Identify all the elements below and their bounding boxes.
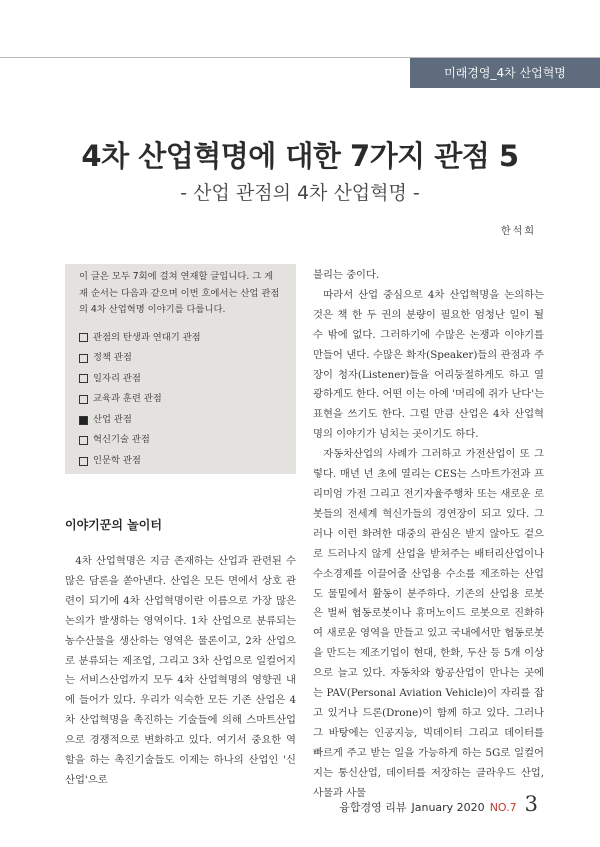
series-list-item [79, 328, 282, 349]
article-subtitle: - 산업 관점의 4차 산업혁명 - [180, 182, 420, 204]
unchecked-box-icon [79, 457, 88, 466]
series-list-item [79, 410, 282, 431]
series-list-label: 교육과 훈련 관점 [93, 393, 162, 405]
page-number: 3 [524, 792, 538, 816]
series-list-label: 일자리 관점 [93, 372, 141, 384]
unchecked-box-icon [79, 374, 88, 383]
body-left-column: 4차 산업혁명은 지금 존재하는 산업과 관련된 수많은 담론을 쏟아낸다. 산업은 모든 면에서 상호 관련이 되기에 4차 산업혁명이란 이름으로 가장 많은 논의가 발생하는 영역이다. 1차 산업으로 분류되는 농수산물을 생산하는 영역은 물론이고, 2차 산업으로 분류되는 제조업, 그리고 3차 산업으로 일컬어지는 서비스산업까지 모두 4차 산업혁명의 영향권 내에 들어가 있다. 우리가 익숙한 모든 기존 산업은 4차 산업혁명을 촉진하는 기술들에 의해 스마트산업으로 경쟁적으로 변화하고 있다. 여기서 중요한 역할을 하는 촉진기술들도 이제는 하나의 산업인 '신산업'으로 [65, 555, 296, 786]
issue-number: NO.7 [489, 801, 517, 814]
body-paragraph: 따라서 산업 중심으로 4차 산업혁명을 논의하는 것은 책 한 두 권의 분량이 필요한 엄청난 일이 될 수 밖에 없다. 그러하기에 수많은 논쟁과 이야기를 만들어 낸다. 수많은 화자(Speaker)들의 관점과 주장이 청자(Listener)들을 어리둥절하게도 하고 열광하게도 한다. 어떤 이는 아예 '머리에 쥐가 난다'는 표현을 쓰기도 한다. 그럴 만큼 산업은 4차 산업혁명의 이야기가 넘치는 곳이기도 하다. [313, 288, 544, 441]
unchecked-box-icon [79, 436, 88, 445]
series-list-item [79, 451, 282, 472]
article-title: 4차 산업혁명에 대한 7가지 관점 5 [81, 139, 519, 173]
series-intro: 이 글은 모두 7회에 걸쳐 연재할 글입니다. 그 게재 순서는 다음과 같으며 이번 호에서는 산업 관점의 4차 산업혁명 이야기를 다룹니다. [79, 271, 280, 315]
magazine-name: 융합경영 리뷰 [339, 801, 407, 814]
unchecked-box-icon [79, 395, 88, 404]
unchecked-box-icon [79, 354, 88, 363]
series-list-item [79, 430, 282, 451]
series-list-label: 관점의 탄생과 연대기 관점 [93, 331, 201, 343]
series-info-box [65, 264, 296, 474]
series-list-label: 혁신기술 관점 [93, 434, 150, 446]
body-paragraph: 불리는 중이다. [313, 269, 380, 281]
series-list-label: 인문학 관점 [93, 455, 141, 467]
section-tab: 미래경영_4차 산업혁명 [410, 58, 600, 88]
section-heading: 이야기꾼의 놀이터 [65, 518, 162, 532]
body-right-column [313, 266, 544, 803]
series-list-label: 정책 관점 [93, 352, 132, 364]
checked-box-icon [79, 416, 88, 425]
series-list-item [79, 389, 282, 410]
unchecked-box-icon [79, 333, 88, 342]
series-list-item [79, 369, 282, 390]
body-paragraph: 자동차산업의 사례가 그러하고 가전산업이 또 그렇다. 매년 년 초에 열리는 CES는 스마트가전과 프리미엄 가전 그리고 전기자율주행차 또는 새로운 로봇들의 전세계 혁신가들의 경연장이 되고 있다. 그러나 이런 화려한 대중의 관심은 받지 않아도 겉으로 드러나지 않게 산업을 받쳐주는 배터리산업이나 수소경제를 이끌어줄 산업용 수소를 제조하는 산업도 물밑에서 활동이 분주하다. 기존의 산업용 로봇은 벌써 협동로봇이나 휴머노이드 로봇으로 진화하여 새로운 영역을 만들고 있고 국내에서만 협동로봇을 만드는 제조기업이 현대, 한화, 두산 등 5개 이상으로 늘고 있다. 자동차와 항공산업이 만나는 곳에는 PAV(Personal Aviation Vehicle)이 자리를 잡고 있거나 드론(Drone)이 함께 하고 있다. 그러나 그 바탕에는 인공지능, 빅데이터 그리고 데이터를 빠르게 주고 받는 일을 가능하게 하는 5G로 일컬어지는 통신산업, 데이터를 저장하는 클라우드 산업, 사물과 사물 [313, 448, 544, 799]
series-list-item [79, 348, 282, 369]
series-list-label: 산업 관점 [93, 413, 132, 425]
page-footer [339, 792, 538, 816]
issue-date: January 2020 [411, 801, 485, 814]
series-list [79, 328, 282, 472]
author-name: 한석희 [501, 226, 536, 237]
